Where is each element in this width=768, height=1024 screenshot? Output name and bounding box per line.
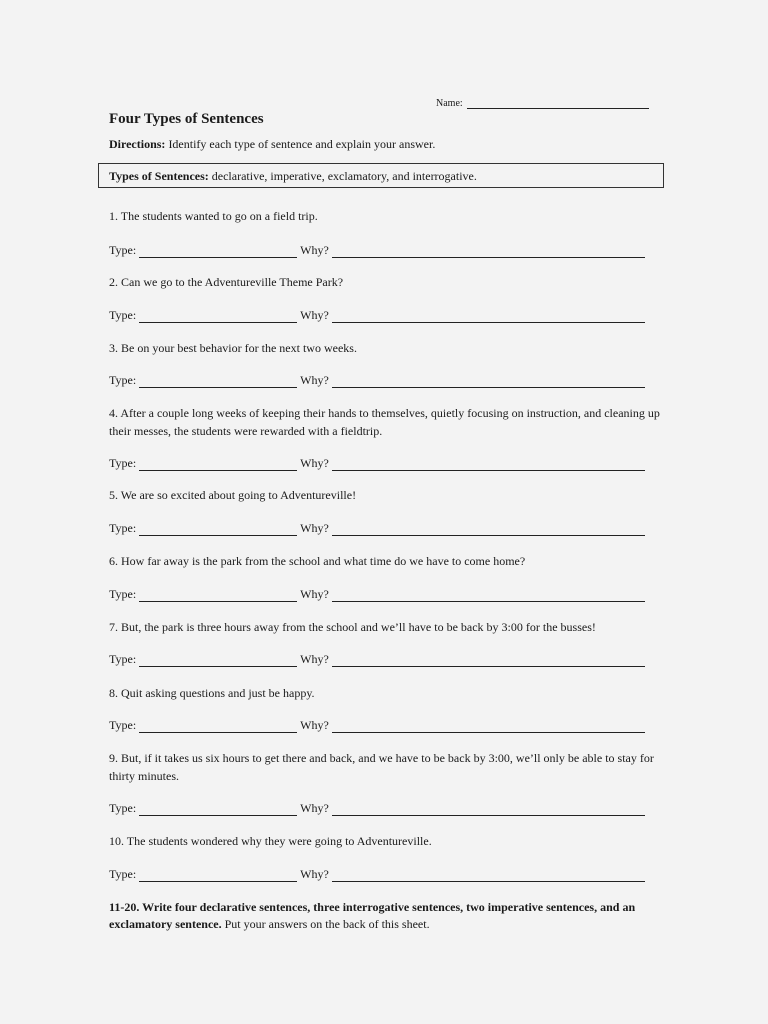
question-2: 2. Can we go to the Adventureville Theme Park? xyxy=(109,275,344,289)
type-label: Type: xyxy=(109,373,137,387)
worksheet-title: Four Types of Sentences xyxy=(109,111,264,127)
types-of-sentences-box xyxy=(98,163,664,188)
type-blank-line[interactable] xyxy=(139,654,297,667)
question-10: 10. The students wondered why they were going to Adventureville. xyxy=(109,834,432,848)
why-blank-line[interactable] xyxy=(332,245,645,258)
type-label: Type: xyxy=(109,587,137,601)
question-8: 8. Quit asking questions and just be happy. xyxy=(109,686,315,700)
type-label: Type: xyxy=(109,867,137,881)
name-field-row xyxy=(436,98,649,109)
why-label: Why? xyxy=(300,373,329,387)
type-blank-line[interactable] xyxy=(139,523,297,536)
answer-row-5 xyxy=(109,520,645,536)
why-label: Why? xyxy=(300,521,329,535)
type-blank-line[interactable] xyxy=(139,375,297,388)
question-1: 1. The students wanted to go on a field trip. xyxy=(109,209,318,223)
type-label: Type: xyxy=(109,243,137,257)
type-blank-line[interactable] xyxy=(139,720,297,733)
type-label: Type: xyxy=(109,652,137,666)
directions-label: Directions: xyxy=(109,137,166,151)
directions xyxy=(109,137,435,152)
why-label: Why? xyxy=(300,652,329,666)
answer-row-7 xyxy=(109,651,645,667)
answer-row-4 xyxy=(109,455,645,471)
type-label: Type: xyxy=(109,801,137,815)
why-blank-line[interactable] xyxy=(332,654,645,667)
question-4: 4. After a couple long weeks of keeping their hands to themselves, quietly focusing on instruction, and cleaning up their messes, the students were rewarded with a fieldtrip. xyxy=(109,406,660,438)
question-6: 6. How far away is the park from the school and what time do we have to come home? xyxy=(109,554,526,568)
answer-row-6 xyxy=(109,586,645,602)
answer-row-2 xyxy=(109,307,645,323)
question-7: 7. But, the park is three hours away from the school and we’ll have to be back by 3:00 for the busses! xyxy=(109,620,596,634)
type-label: Type: xyxy=(109,718,137,732)
final-instructions-bold: 11-20. Write four declarative sentences, three interrogative sentences, two imperative sentences, and an exclamatory sentence. xyxy=(109,900,636,931)
why-blank-line[interactable] xyxy=(332,310,645,323)
why-blank-line[interactable] xyxy=(332,523,645,536)
directions-text: Identify each type of sentence and explain your answer. xyxy=(165,137,436,151)
answer-row-10 xyxy=(109,866,645,882)
name-blank-line[interactable] xyxy=(467,98,649,109)
answer-row-8 xyxy=(109,717,645,733)
why-blank-line[interactable] xyxy=(332,589,645,602)
question-5: 5. We are so excited about going to Adventureville! xyxy=(109,488,357,502)
why-blank-line[interactable] xyxy=(332,720,645,733)
final-instructions-text: Put your answers on the back of this sheet. xyxy=(221,917,430,931)
type-blank-line[interactable] xyxy=(139,869,297,882)
answer-row-1 xyxy=(109,242,645,258)
why-label: Why? xyxy=(300,867,329,881)
type-blank-line[interactable] xyxy=(139,458,297,471)
type-blank-line[interactable] xyxy=(139,803,297,816)
types-box-text: declarative, imperative, exclamatory, and interrogative. xyxy=(208,169,477,183)
type-label: Type: xyxy=(109,456,137,470)
type-blank-line[interactable] xyxy=(139,310,297,323)
why-label: Why? xyxy=(300,718,329,732)
type-blank-line[interactable] xyxy=(139,589,297,602)
why-label: Why? xyxy=(300,456,329,470)
why-blank-line[interactable] xyxy=(332,869,645,882)
type-blank-line[interactable] xyxy=(139,245,297,258)
why-label: Why? xyxy=(300,801,329,815)
answer-row-9 xyxy=(109,800,645,816)
question-9: 9. But, if it takes us six hours to get there and back, and we have to be back by 3:00, we’ll only be able to stay for thirty minutes. xyxy=(109,751,654,783)
final-instructions xyxy=(109,899,669,933)
why-label: Why? xyxy=(300,587,329,601)
types-box-label: Types of Sentences: xyxy=(109,169,209,183)
question-3: 3. Be on your best behavior for the next two weeks. xyxy=(109,341,357,355)
type-label: Type: xyxy=(109,521,137,535)
name-label: Name: xyxy=(436,98,463,109)
type-label: Type: xyxy=(109,308,137,322)
why-label: Why? xyxy=(300,243,329,257)
why-blank-line[interactable] xyxy=(332,803,645,816)
why-blank-line[interactable] xyxy=(332,375,645,388)
why-blank-line[interactable] xyxy=(332,458,645,471)
why-label: Why? xyxy=(300,308,329,322)
answer-row-3 xyxy=(109,372,645,388)
